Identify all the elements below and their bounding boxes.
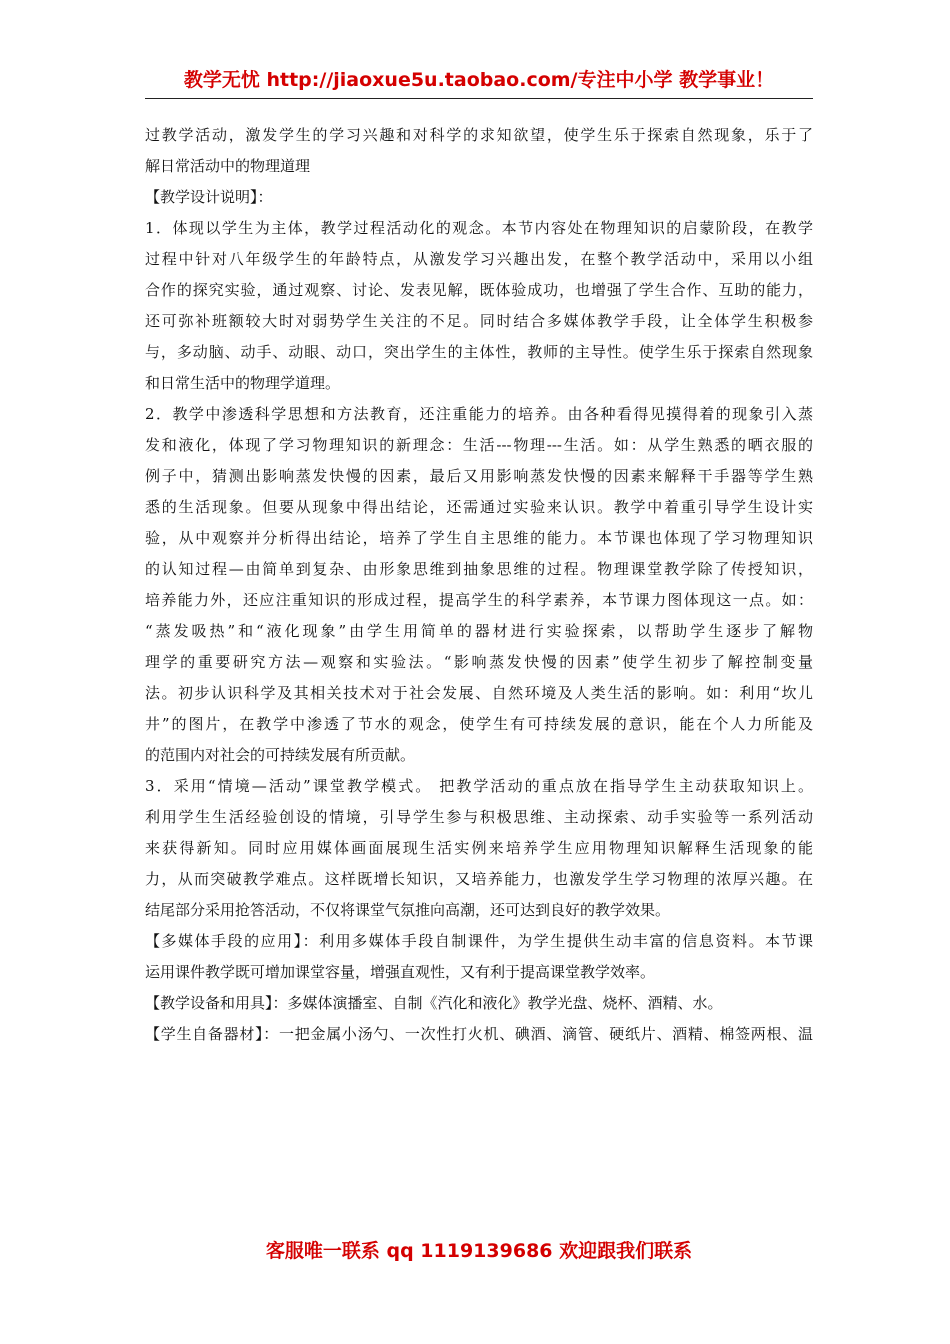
page-header: 教学无忧 http://jiaoxue5u.taobao.com/专注中小学 教学事业！ xyxy=(145,66,813,99)
text-line: 过教学活动，激发学生的学习兴趣和对科学的求知欲望，使学生乐于探索自然现象，乐于了 xyxy=(145,126,813,144)
page-footer: 客服唯一联系 qq 1119139686 欢迎跟我们联系 xyxy=(265,1240,693,1262)
text-line: 悉的生活现象。但要从现象中得出结论，还需通过实验来认识。教学中着重引导学生设计实 xyxy=(145,498,813,516)
text-line: 验，从中观察并分析得出结论，培养了学生自主思维的能力。本节课也体现了学习物理知识 xyxy=(145,529,813,547)
text-line: 合作的探究实验，通过观察、讨论、发表见解，既体验成功，也增强了学生合作、互助的能力， xyxy=(145,281,813,299)
text-line: 1．体现以学生为主体，教学过程活动化的观念。本节内容处在物理知识的启蒙阶段，在教学 xyxy=(145,219,813,237)
text-line: 运用课件教学既可增加课堂容量，增强直观性，又有利于提高课堂教学效率。 xyxy=(145,963,656,981)
text-line: 发和液化，体现了学习物理知识的新理念：生活---物理---生活。如：从学生熟悉的晒衣服的 xyxy=(145,436,813,454)
document-body xyxy=(145,120,813,1050)
text-line: 例子中，猜测出影响蒸发快慢的因素，最后又用影响蒸发快慢的因素来解释干手器等学生熟 xyxy=(145,467,813,485)
text-line: 【学生自备器材】：一把金属小汤勺、一次性打火机、碘酒、滴管、硬纸片、酒精、棉签两根、温 xyxy=(145,1025,813,1043)
text-line: 培养能力外，还应注重知识的形成过程，提高学生的科学素养，本节课力图体现这一点。如： xyxy=(145,591,813,609)
section-heading: 【教学设计说明】： xyxy=(145,188,273,206)
text-line: 解日常活动中的物理道理 xyxy=(145,157,311,175)
text-line: 过程中针对八年级学生的年龄特点，从激发学习兴趣出发，在整个教学活动中，采用以小组 xyxy=(145,250,813,268)
text-line: 利用学生生活经验创设的情境，引导学生参与积极思维、主动探索、动手实验等一系列活动 xyxy=(145,808,813,826)
text-line: 【多媒体手段的应用】：利用多媒体手段自制课件，为学生提供生动丰富的信息资料。本节课 xyxy=(145,932,813,950)
text-line: 理学的重要研究方法—观察和实验法。“影响蒸发快慢的因素”使学生初步了解控制变量 xyxy=(145,653,813,671)
text-line: 3．采用“情境—活动”课堂教学模式。 把教学活动的重点放在指导学生主动获取知识上。 xyxy=(145,777,813,795)
text-line: 来获得新知。同时应用媒体画面展现生活实例来培养学生应用物理知识解释生活现象的能 xyxy=(145,839,813,857)
text-line: 井”的图片，在教学中渗透了节水的观念，使学生有可持续发展的意识，能在个人力所能及 xyxy=(145,715,813,733)
text-line: 与，多动脑、动手、动眼、动口，突出学生的主体性，教师的主导性。使学生乐于探索自然现象 xyxy=(145,343,813,361)
text-line: 还可弥补班额较大时对弱势学生关注的不足。同时结合多媒体教学手段，让全体学生积极参 xyxy=(145,312,813,330)
text-line: 结尾部分采用抢答活动，不仅将课堂气氛推向高潮，还可达到良好的教学效果。 xyxy=(145,901,671,919)
text-line: 力，从而突破教学难点。这样既增长知识，又培养能力，也激发学生学习物理的浓厚兴趣。在 xyxy=(145,870,813,888)
text-line: 【教学设备和用具】：多媒体演播室、自制《汽化和液化》教学光盘、烧杯、酒精、水。 xyxy=(145,994,723,1012)
text-line: “蒸发吸热”和“液化现象”由学生用简单的器材进行实验探索，以帮助学生逐步了解物 xyxy=(145,622,813,640)
text-line: 和日常生活中的物理学道理。 xyxy=(145,374,341,392)
text-line: 的范围内对社会的可持续发展有所贡献。 xyxy=(145,746,416,764)
text-line: 的认知过程—由简单到复杂、由形象思维到抽象思维的过程。物理课堂教学除了传授知识， xyxy=(145,560,813,578)
text-line: 法。初步认识科学及其相关技术对于社会发展、自然环境及人类生活的影响。如：利用“坎儿 xyxy=(145,684,813,702)
text-line: 2．教学中渗透科学思想和方法教育，还注重能力的培养。由各种看得见摸得着的现象引入蒸 xyxy=(145,405,813,423)
